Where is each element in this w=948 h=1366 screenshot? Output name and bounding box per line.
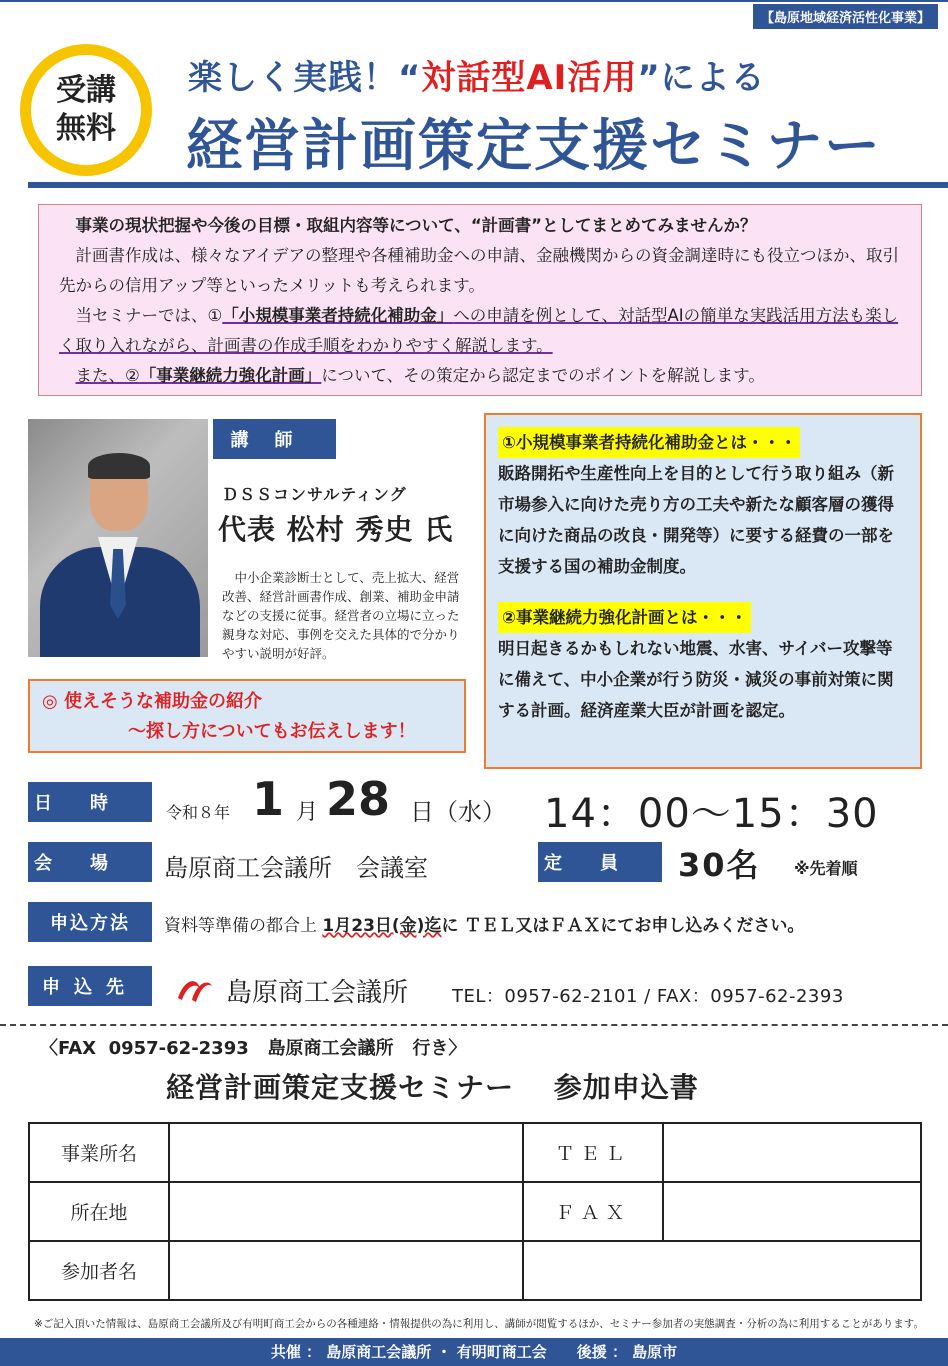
participant-field-1[interactable]: [169, 1241, 523, 1300]
privacy-note: ※ご記入頂いた情報は、島原商工会議所及び有明町商工会からの各種連絡・情報提供の為に利用し、講師が閲覧するほか、セミナー参加者の実態調査・分析の為に利用することがあります。: [34, 1318, 924, 1330]
method-label: 申込方法: [28, 902, 152, 942]
intro-lead: 事業の現状把握や今後の目標・取組内容等について、“計画書”としてまとめてみませんか？: [75, 216, 757, 235]
date-label: 日時: [28, 782, 152, 822]
lecturer-name: 代表 松村 秀史 氏: [218, 513, 454, 546]
fax-destination: 〈FAX 0957-62-2393 島原商工会議所 行き〉: [40, 1038, 467, 1059]
lecturer-company: ＤＳＳコンサルティング: [222, 485, 407, 504]
biz-name-label: 事業所名: [29, 1123, 169, 1182]
program-tag: 【島原地域経済活性化事業】: [753, 4, 938, 29]
participant-label: 参加者名: [29, 1241, 169, 1300]
contact-info: TEL：0957-62-2101 / FAX：0957-62-2393: [452, 986, 844, 1007]
date-day: 28: [326, 772, 391, 826]
application-form: [28, 1122, 922, 1301]
address-label: 所在地: [29, 1182, 169, 1241]
intro-box: [38, 204, 922, 396]
address-field[interactable]: [169, 1182, 523, 1241]
subtitle-highlight: 対話型AI活用: [421, 58, 638, 98]
chamber-logo-icon: [174, 970, 214, 1004]
lecturer-label: 講師: [213, 419, 336, 459]
event-time: 14：00～15：30: [544, 791, 879, 837]
tel-field[interactable]: [663, 1123, 921, 1182]
free-badge: [20, 44, 152, 176]
capacity-label: 定員: [538, 842, 662, 882]
top-rule: [0, 0, 948, 2]
page-title: 経営計画策定支援セミナー: [186, 114, 882, 179]
fax-label: ＦＡＸ: [523, 1182, 663, 1241]
info-text1: 販路開拓や生産性向上を目的として行う取り組み（新市場参入に向けた売り方の工夫や新たな顧客層の獲得に向けた商品の改良・開発等）に要する経費の一部を支援する国の補助金制度。: [498, 464, 894, 576]
apply-to-label: 申込先: [28, 966, 152, 1006]
venue-value: 島原商工会議所 会議室: [164, 854, 428, 882]
info-text2: 明日起きるかもしれない地震、水害、サイバー攻撃等に備えて、中小企業が行う防災・減災の事前対策に関する計画。経済産業大臣が計画を認定。: [498, 639, 894, 720]
info-heading1: ①小規模事業者持続化補助金とは・・・: [498, 427, 800, 458]
intro-paragraph3: また、②「事業継続力強化計画」について、その策定から認定までのポイントを解説します。: [75, 366, 765, 385]
explanation-box: [484, 413, 922, 769]
method-text: 資料等準備の都合上 1月23日(金)迄に ＴＥＬ又はＦＡＸにてお申し込みください。: [164, 916, 805, 936]
date-weekday: 日（水）: [410, 798, 506, 826]
title-bar: [28, 182, 948, 188]
subsidy-tips-box: [28, 679, 466, 753]
date-month: 1: [252, 772, 285, 826]
cut-line: [0, 1024, 948, 1026]
badge-line2: 無料: [56, 111, 116, 146]
tel-label: ＴＥＬ: [523, 1123, 663, 1182]
capacity-note: ※先着順: [794, 859, 858, 878]
footer-sponsors: 共催 ： 島原商工会議所 ・ 有明町商工会 後援 ： 島原市: [0, 1338, 948, 1366]
info-heading2: ②事業継続力強化計画とは・・・: [498, 602, 751, 633]
form-title: 経営計画策定支援セミナー 参加申込書: [166, 1071, 699, 1104]
tips-line1: ◎ 使えそうな補助金の紹介: [42, 691, 262, 712]
lecturer-bio: 中小企業診断士として、売上拡大、経営改善、経営計画書作成、創業、補助金申請などの支援に従事。経営者の立場に立った親身な対応、事例を交えた具体的で分かりやすい説明が好評。: [222, 570, 460, 661]
tips-line2: ～探し方についてもお伝えします！: [128, 721, 416, 742]
badge-line1: 受講: [56, 73, 116, 108]
date-era: 令和８年: [166, 803, 231, 822]
capacity-value: 30名: [678, 846, 761, 884]
lecturer-photo: [28, 419, 208, 657]
date-month-unit: 月: [296, 800, 319, 825]
biz-name-field[interactable]: [169, 1123, 523, 1182]
subtitle: 楽しく実践！“対話型AI活用”による: [188, 58, 766, 98]
chamber-name: 島原商工会議所: [226, 978, 409, 1008]
intro-paragraph1: 計画書作成は、様々なアイデアの整理や各種補助金への申請、金融機関からの資金調達時にも役立つほか、取引先からの信用アップ等といったメリットも考えられます。: [59, 246, 900, 295]
participant-field-2[interactable]: [523, 1241, 921, 1300]
venue-label: 会場: [28, 842, 152, 882]
fax-field[interactable]: [663, 1182, 921, 1241]
intro-paragraph2: 当セミナーでは、①「小規模事業者持続化補助金」への申請を例として、対話型AIの簡単な実践活用方法も楽しく取り入れながら、計画書の作成手順をわかりやすく解説します。: [59, 306, 899, 355]
